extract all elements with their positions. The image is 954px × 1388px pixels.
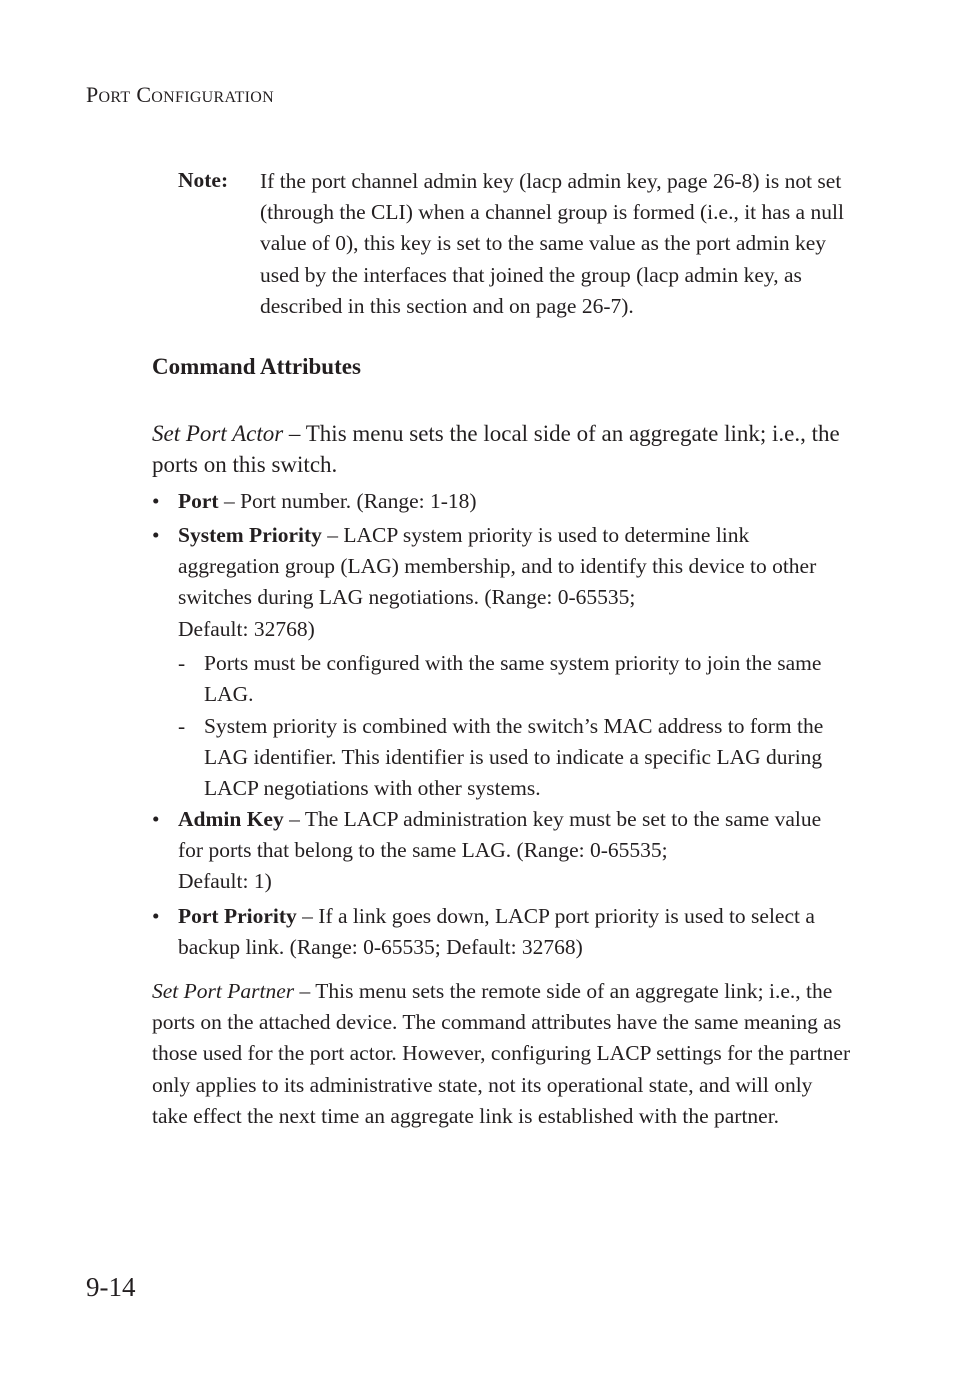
actor-paragraph: Set Port Actor – This menu sets the local side of an aggregate link; i.e., the ports on this switch.: [152, 421, 840, 477]
bullet-term: System Priority: [178, 523, 322, 547]
partner-lead: Set Port Partner: [152, 979, 295, 1003]
partner-paragraph: Set Port Partner – This menu sets the remote side of an aggregate link; i.e., the ports on the attached device. The command attributes have the same meaning as those used for the port actor. However, configuring LACP settings for the partner only applies to its administrative state, not its operational state, and will only take effect the next time an aggregate link is established with the partner.: [152, 979, 851, 1128]
note-text: If the port channel admin key (lacp admin key, page 26-8) is not set (through the CLI) when a channel group is formed (i.e., it has a null value of 0), this key is set to the same value as the port admin key used by the interfaces that joined the group (lacp admin key, as described in this section and on page 26-7).: [260, 169, 844, 318]
bullet-dot: •: [152, 904, 160, 928]
header-smallcaps: ORT: [98, 89, 131, 106]
actor-lead: Set Port Actor: [152, 421, 284, 446]
bullet-dot: •: [152, 489, 160, 513]
bullet-dot: •: [152, 523, 160, 547]
bullet-term: Port Priority: [178, 904, 297, 928]
bullet-term: Admin Key: [178, 807, 284, 831]
section-heading: Command Attributes: [152, 354, 361, 379]
bullet-dot: •: [152, 807, 160, 831]
bullet-term: Port: [178, 489, 219, 513]
note-label: Note:: [178, 168, 229, 192]
sub-dash: -: [178, 651, 186, 675]
page-number: 9-14: [86, 1272, 136, 1302]
header-smallcaps: ONFIGURATION: [151, 89, 275, 106]
running-header: PORT CONFIGURATION: [86, 82, 275, 107]
sub-dash: -: [178, 714, 186, 738]
